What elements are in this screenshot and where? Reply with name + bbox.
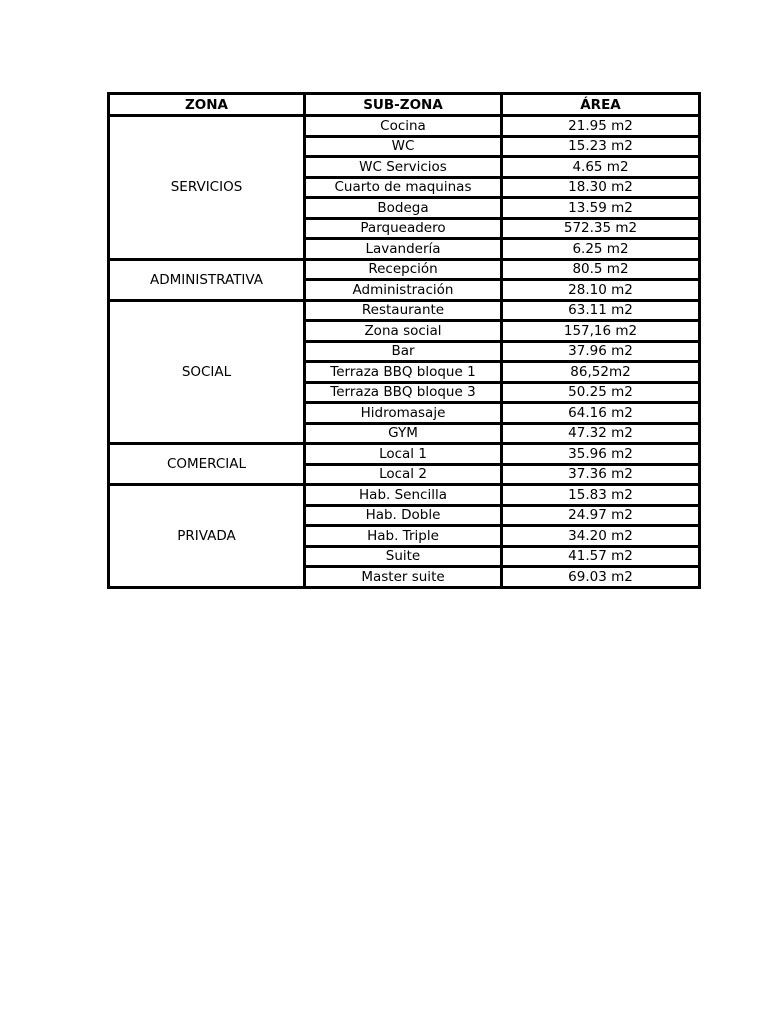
area-cell: 21.95 m2 — [502, 116, 700, 137]
header-sub-zona: SUB-ZONA — [305, 94, 502, 116]
zone-cell: SOCIAL — [109, 300, 305, 444]
area-cell: 4.65 m2 — [502, 157, 700, 178]
table-row — [109, 444, 700, 465]
subzone-cell: GYM — [305, 423, 502, 444]
area-cell: 157,16 m2 — [502, 321, 700, 342]
area-cell: 47.32 m2 — [502, 423, 700, 444]
area-cell: 24.97 m2 — [502, 505, 700, 526]
subzone-cell: Terraza BBQ bloque 1 — [305, 362, 502, 383]
subzone-cell: Suite — [305, 546, 502, 567]
area-cell: 50.25 m2 — [502, 382, 700, 403]
subzone-cell: Local 2 — [305, 464, 502, 485]
area-cell: 28.10 m2 — [502, 280, 700, 301]
subzone-cell: Hidromasaje — [305, 403, 502, 424]
area-cell: 35.96 m2 — [502, 444, 700, 465]
subzone-cell: Master suite — [305, 567, 502, 588]
area-table — [107, 92, 701, 589]
subzone-cell: Lavandería — [305, 239, 502, 260]
subzone-cell: WC Servicios — [305, 157, 502, 178]
subzone-cell: Recepción — [305, 259, 502, 280]
header-row — [109, 94, 700, 116]
zone-cell: COMERCIAL — [109, 444, 305, 485]
area-cell: 86,52m2 — [502, 362, 700, 383]
area-cell: 64.16 m2 — [502, 403, 700, 424]
area-cell: 41.57 m2 — [502, 546, 700, 567]
table-row — [109, 485, 700, 506]
area-cell: 69.03 m2 — [502, 567, 700, 588]
area-cell: 80.5 m2 — [502, 259, 700, 280]
subzone-cell: Zona social — [305, 321, 502, 342]
area-cell: 15.83 m2 — [502, 485, 700, 506]
subzone-cell: Terraza BBQ bloque 3 — [305, 382, 502, 403]
area-cell: 15.23 m2 — [502, 136, 700, 157]
subzone-cell: Administración — [305, 280, 502, 301]
table-header — [109, 94, 700, 116]
area-cell: 63.11 m2 — [502, 300, 700, 321]
subzone-cell: Hab. Doble — [305, 505, 502, 526]
subzone-cell: Local 1 — [305, 444, 502, 465]
area-cell: 6.25 m2 — [502, 239, 700, 260]
header-zona: ZONA — [109, 94, 305, 116]
header-area: ÁREA — [502, 94, 700, 116]
subzone-cell: Restaurante — [305, 300, 502, 321]
subzone-cell: Hab. Triple — [305, 526, 502, 547]
table-row — [109, 300, 700, 321]
zone-cell: SERVICIOS — [109, 116, 305, 260]
subzone-cell: Cocina — [305, 116, 502, 137]
subzone-cell: Bar — [305, 341, 502, 362]
subzone-cell: Hab. Sencilla — [305, 485, 502, 506]
zone-cell: ADMINISTRATIVA — [109, 259, 305, 300]
area-cell: 37.96 m2 — [502, 341, 700, 362]
subzone-cell: WC — [305, 136, 502, 157]
table-row — [109, 116, 700, 137]
area-cell: 572.35 m2 — [502, 218, 700, 239]
subzone-cell: Cuarto de maquinas — [305, 177, 502, 198]
table-row — [109, 259, 700, 280]
zone-cell: PRIVADA — [109, 485, 305, 588]
table-body — [109, 116, 700, 588]
area-cell: 13.59 m2 — [502, 198, 700, 219]
subzone-cell: Bodega — [305, 198, 502, 219]
area-cell: 37.36 m2 — [502, 464, 700, 485]
area-cell: 18.30 m2 — [502, 177, 700, 198]
subzone-cell: Parqueadero — [305, 218, 502, 239]
area-cell: 34.20 m2 — [502, 526, 700, 547]
